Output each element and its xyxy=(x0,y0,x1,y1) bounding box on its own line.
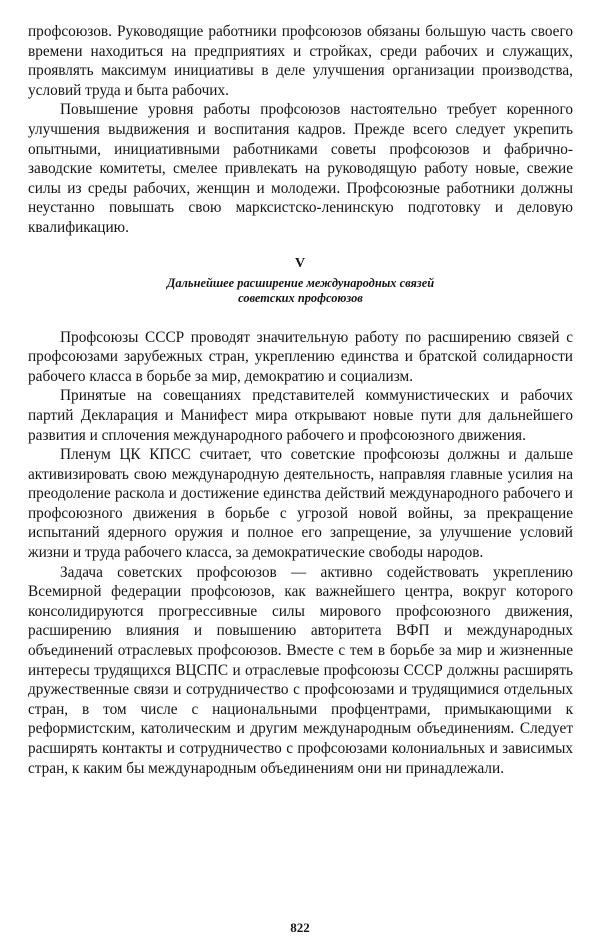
section-number: V xyxy=(294,255,307,271)
paragraph-task: Задача советских профсоюзов — активно содействовать укреплению Всемирной федерации профсоюзов, как важнейшего центра, вокруг которого консолидируются прогрессивные силы мирового профсоюзного движения, расширению влияния и повышению авторитета ВФП и международных объединений отраслевых профсоюзов. Вместе с тем в борьбе за мир и жизненные интересы трудящихся ВЦСПС и отраслевые профсоюзы СССР должны расширять дружественные связи и сотрудничество с профсоюзами и трудящимися отдельных стран, в том числе с национальными профцентрами, примыкающими к реформистским, католическим и другим международным объединениям. Следует расширять контакты и сотрудничество с профсоюзами колониальных и зависимых стран, к каким бы международным объединениям они ни принадлежали. xyxy=(28,563,573,777)
section-heading xyxy=(28,255,573,306)
paragraph-declaration: Принятые на совещаниях представителей коммунистических и рабочих партий Декларация и Манифест мира открывают новые пути для дальнейшего развития и сплочения международного рабочего и профсоюзного движения. xyxy=(28,387,573,444)
paragraph-continuation: профсоюзов. Руководящие работники профсоюзов обязаны большую часть своего времени находиться на предприятиях и стройках, среди рабочих и служащих, проявлять максимум инициативы в деле улучшения организации производства, условий труда и быта рабочих. xyxy=(28,23,573,99)
paragraph-plenum: Пленум ЦК КПСС считает, что советские профсоюзы должны и дальше активизировать свою международную деятельность, направляя главные усилия на преодоление раскола и достижение единства действий международного рабочего и профсоюзного движения в борьбе с угрозой новой войны, за прекращение испытаний ядерного оружия и полное его запрещение, за улучшение условий жизни и труда рабочего класса, за демократические свободы народов. xyxy=(28,446,573,562)
page-number: 822 xyxy=(290,920,310,935)
section-title-line-1: Дальнейшее расширение международных связей xyxy=(166,275,435,290)
document-page xyxy=(28,22,573,778)
paragraph-international-ties: Профсоюзы СССР проводят значительную работу по расширению связей с профсоюзами зарубежных стран, укреплению единства и братской солидарности рабочего класса в борьбе за мир, демократию и социализм. xyxy=(28,328,573,385)
paragraph-cadres: Повышение уровня работы профсоюзов настоятельно требует коренного улучшения выдвижения и воспитания кадров. Прежде всего следует укрепить опытными, инициативными работниками советы профсоюзов и фабрично-заводские комитеты, смелее привлекать на руководящую работу новые, свежие силы из среды рабочих, женщин и молодежи. Профсоюзные работники должны неустанно повышать свою марксистско-ленинскую подготовку и деловую квалификацию. xyxy=(28,101,573,236)
section-spacer xyxy=(28,306,573,328)
section-title-line-2: советских профсоюзов xyxy=(238,290,363,305)
